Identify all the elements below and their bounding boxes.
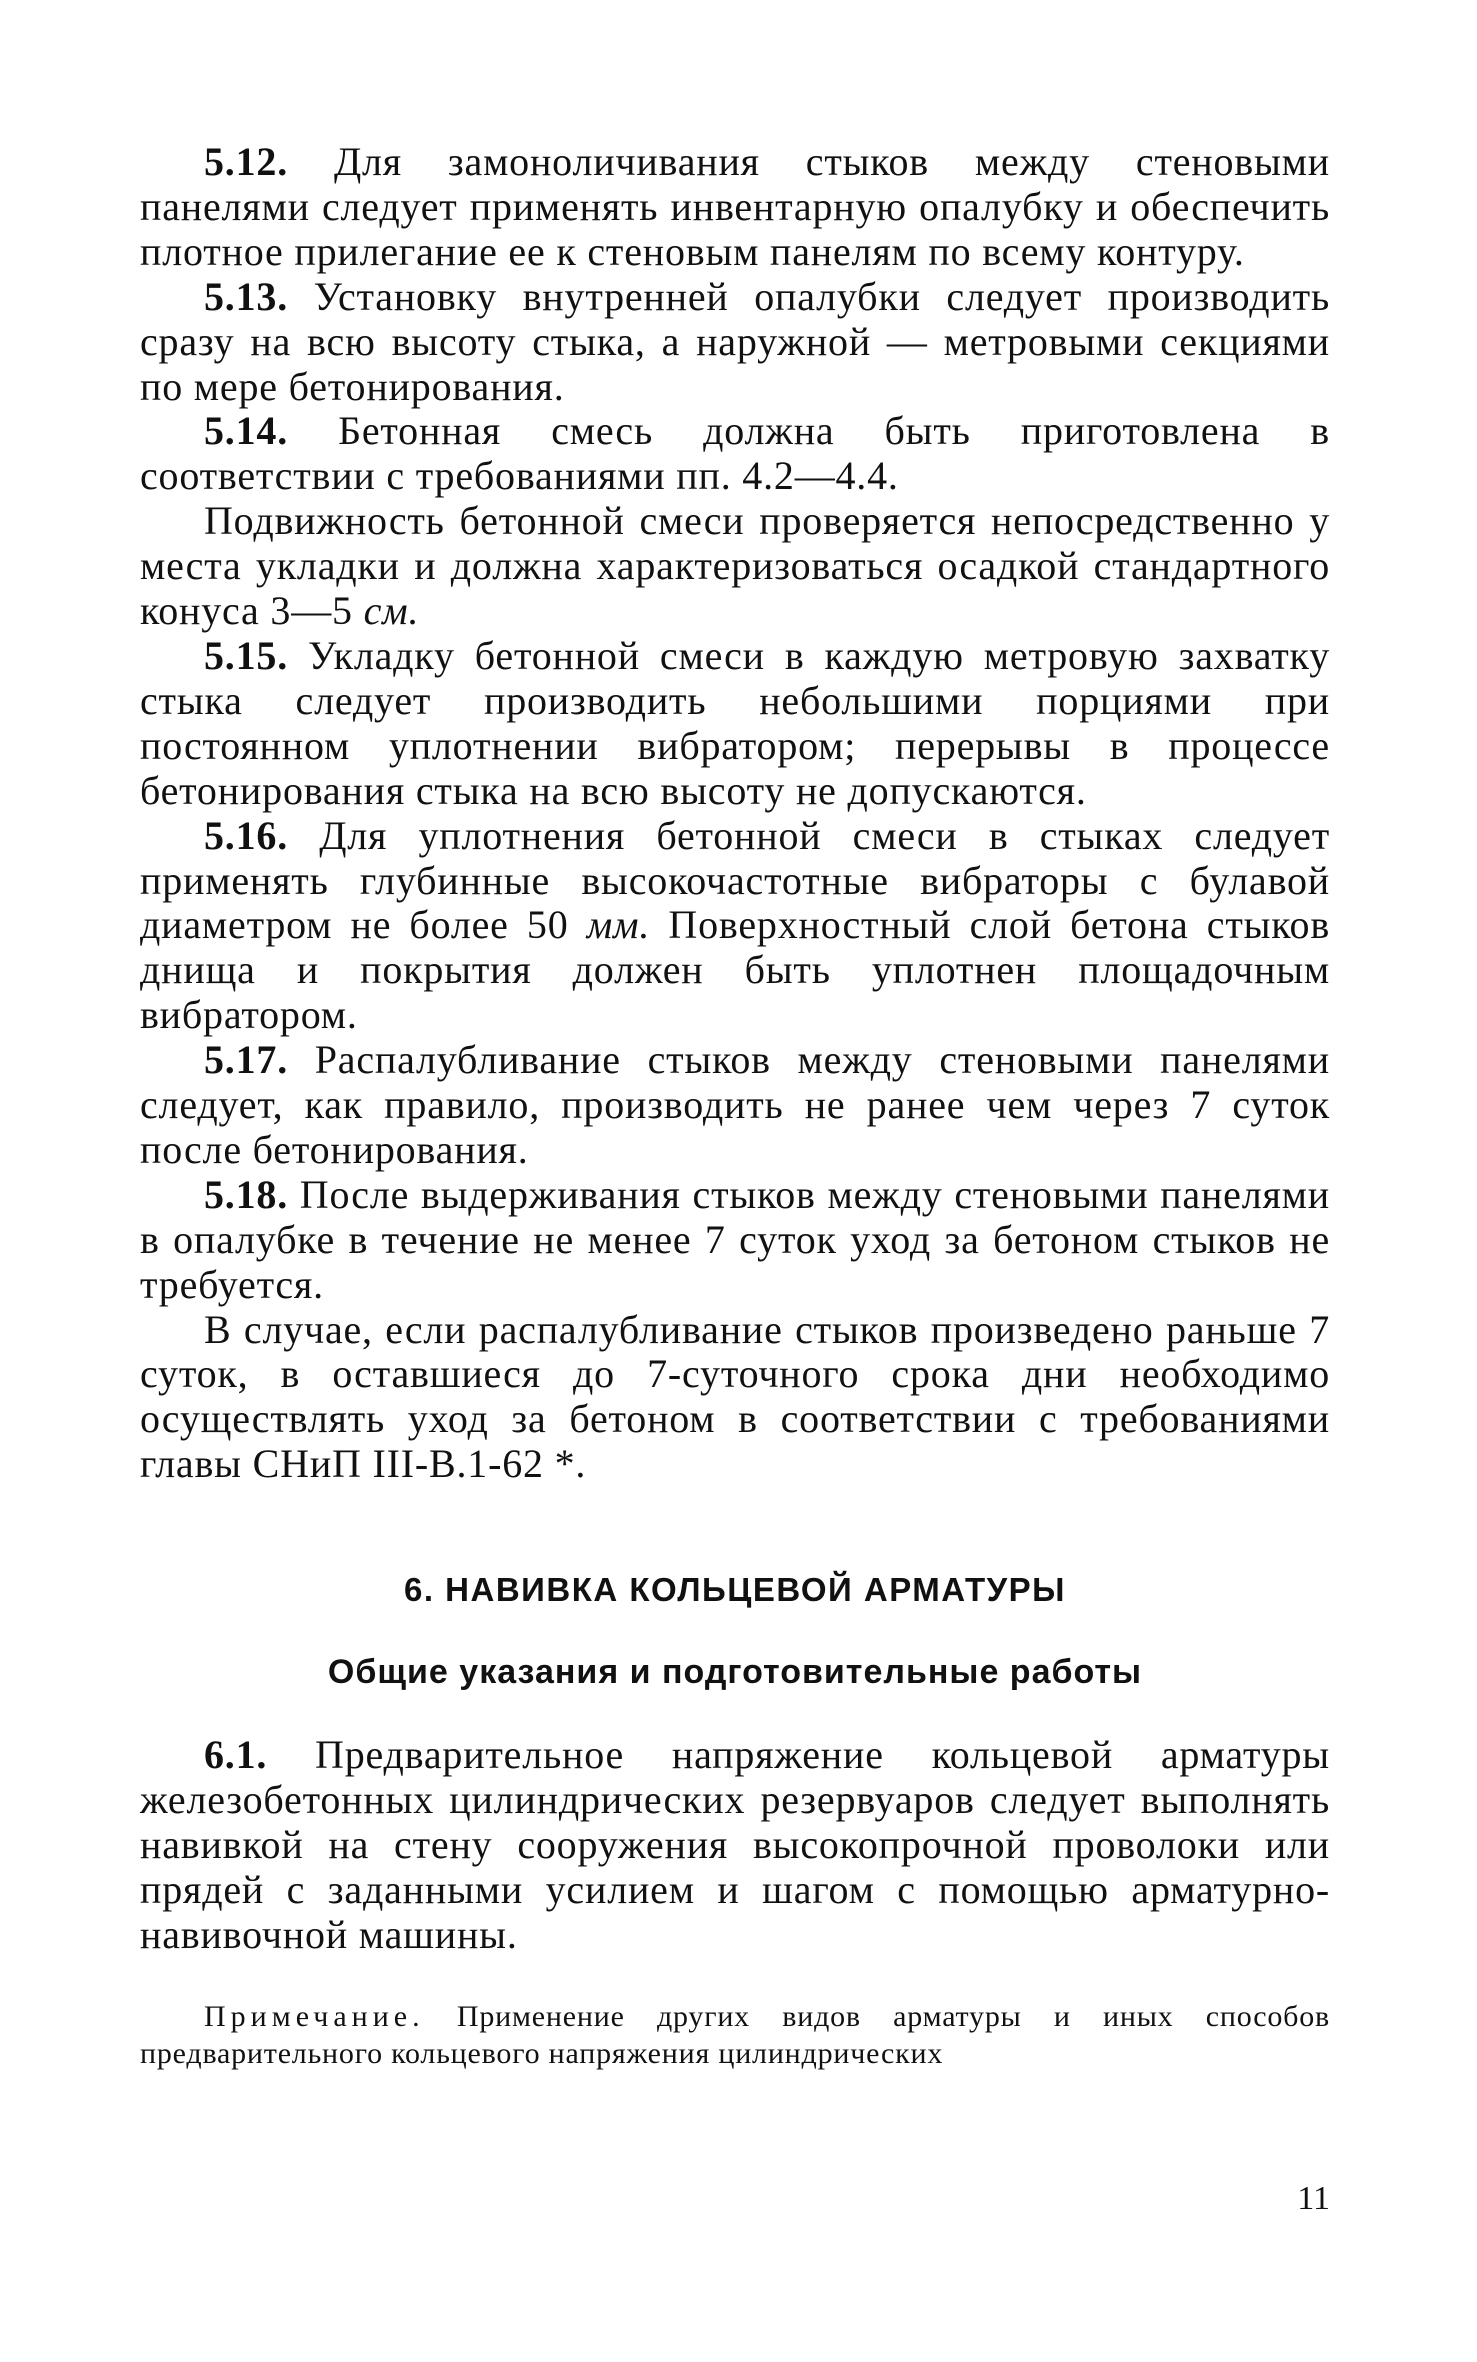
- paragraph-5-18-continued: [140, 1308, 1330, 1488]
- clause-text: Поверхностный слой бетона стыков днища и покрытия должен быть уплотнен площадочным вибратором.: [140, 902, 1330, 1038]
- clause-text: Предварительное напряжение кольцевой арматуры железобетонных цилиндрических резервуаров следует выполнять навивкой на стену сооружения высокопрочной проволоки или прядей с заданными усилием и шагом с помощью арматурно-навивочной машины.: [140, 1732, 1330, 1957]
- clause-text: Для уплотнения бетонной смеси в стыках следует применять глубинные высокочастотные вибраторы с булавой диаметром не более 50: [140, 812, 1330, 948]
- clause-text: В случае, если распалубливание стыков произведено раньше 7 суток, в оставшиеся до 7-суточного срока дни необходимо осуществлять уход за бетоном в соответствии с требованиями главы СНиП III-В.1-62 *.: [140, 1306, 1330, 1487]
- clause-text: Распалубливание стыков между стеновыми панелями следует, как правило, производить не ранее чем через 7 суток после бетонирования.: [140, 1037, 1330, 1172]
- paragraph-5-14-continued: [140, 499, 1330, 634]
- document-page: [140, 140, 1330, 2072]
- clause-number: 5.14.: [204, 408, 288, 454]
- clause-text: Укладку бетонной смеси в каждую метровую захватку стыка следует производить небольшими порциями при постоянном уплотнении вибратором; перерывы в процессе бетонирования стыка на всю высоту не допускаются.: [140, 632, 1330, 813]
- paragraph-5-18: [140, 1173, 1330, 1308]
- paragraph-5-15: [140, 634, 1330, 814]
- clause-number: 5.17.: [204, 1037, 288, 1083]
- paragraph-5-13: [140, 275, 1330, 410]
- paragraph-6-1: [140, 1733, 1330, 1958]
- unit-text: мм.: [586, 902, 651, 948]
- clause-text: Подвижность бетонной смеси проверяется непосредственно у места укладки и должна характеризоваться осадкой стандартного конуса 3—5: [140, 498, 1330, 634]
- section-title: 6. НАВИВКА КОЛЬЦЕВОЙ АРМАТУРЫ: [403, 1571, 1066, 1609]
- clause-text: Установку внутренней опалубки следует производить сразу на всю высоту стыка, а наружной — метровыми секциями по мере бетонирования.: [140, 273, 1330, 409]
- clause-number: 5.16.: [204, 812, 288, 858]
- clause-number: 5.15.: [204, 632, 288, 678]
- note-text: Применение других видов арматуры и иных способов предварительного кольцевого напряжения цилиндрических: [140, 1999, 1330, 2070]
- note-label: Примечание.: [204, 1999, 425, 2033]
- paragraph-5-17: [140, 1038, 1330, 1173]
- paragraph-5-12: [140, 140, 1330, 275]
- note: [140, 1998, 1330, 2072]
- clause-text: Для замоноличивания стыков между стеновыми панелями следует применять инвентарную опалубку и обеспечить плотное прилегание ее к стеновым панелям по всему контуру.: [140, 139, 1330, 274]
- clause-number: 5.13.: [204, 273, 288, 319]
- clause-number: 6.1.: [204, 1732, 268, 1778]
- subsection-title: Общие указания и подготовительные работы: [327, 1653, 1143, 1692]
- clause-number: 5.12.: [204, 139, 288, 184]
- page-number: 11: [1297, 2180, 1330, 2217]
- paragraph-5-14: [140, 409, 1330, 499]
- paragraph-5-16: [140, 814, 1330, 1039]
- clause-number: 5.18.: [204, 1171, 288, 1217]
- unit-text: см.: [363, 588, 420, 634]
- clause-text: Бетонная смесь должна быть приготовлена в соответствии с требованиями пп. 4.2—4.4.: [140, 408, 1330, 499]
- clause-text: После выдерживания стыков между стеновыми панелями в опалубке в течение не менее 7 суток уход за бетоном стыков не требуется.: [140, 1171, 1330, 1307]
